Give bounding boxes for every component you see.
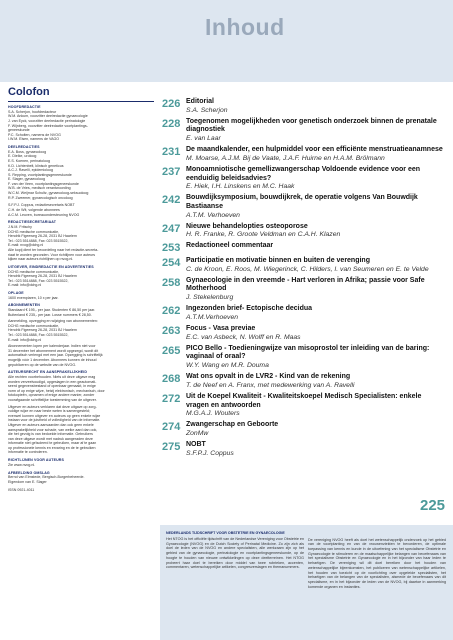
toc-authors: E.C. van Asbeck, N. Wolff en R. Maas: [186, 333, 301, 341]
colofon-line: E. Dielke, uroloog: [8, 154, 37, 159]
colofon-section-heading: RICHTLIJNEN VOOR AUTEURS: [8, 458, 64, 463]
colofon-line: C.H. de Wit, volgende abonnees: [8, 208, 60, 213]
toc-page-number: 228: [162, 117, 181, 130]
toc-title: Monoamniotische gemellizwangerschap Voldoende evidence voor een eenduidig beleidsadvies?: [186, 165, 421, 182]
toc-authors: ZonMw: [186, 429, 209, 437]
toc-entry-body: [186, 242, 446, 251]
toc-page-number: 263: [162, 325, 181, 337]
colofon-line: DCHG medische communicatie,: [8, 229, 60, 234]
colofon-line: instaan voor de juistheid of volledigheid van de informatie.: [8, 418, 101, 423]
toc-page-number: 258: [162, 276, 181, 289]
toc-entry: [162, 421, 446, 438]
toc-title: Nieuwe behandelopties osteoporose: [186, 222, 308, 230]
colofon-line: automatisch verlengd met een jaar. Opzegging is schriftelijk: [8, 353, 103, 358]
colofon-line: W.C.M. Weijmar Schultz, gynaecoloog-seksuoloog: [8, 191, 89, 196]
toc-authors: J. Stekelenburg: [186, 294, 234, 302]
colofon-section-heading: AFBEELDING OMSLAG: [8, 470, 50, 475]
toc-title: Toegenomen mogelijkheden voor genetisch onderzoek binnen de prenatale diagnostiek: [186, 117, 437, 134]
toc-title: Ingezonden brief- Ectopische decidua: [186, 305, 313, 313]
colofon-section-heading: AUTEURSRECHT EN AANSPRAKELIJKHEID: [8, 370, 88, 375]
page-number: 225: [420, 497, 446, 514]
colofon-line: E-mail: info@dchg.nl: [8, 337, 42, 342]
colofon-section-heading: OPLAGE: [8, 291, 24, 296]
colofon-section-heading: DEELREDACTIES: [8, 145, 40, 150]
toc-title: Redactioneel commentaar: [186, 242, 274, 250]
colofon-line: seerd gegevensbestand of openbaar gemaakt, in enige: [8, 384, 96, 389]
colofon-line: S. Repping, voortplantingsgeneeskunde: [8, 172, 72, 177]
colofon-line: vorm of op enige wijze, hetzij elektronisch, mechanisch, door: [8, 388, 105, 393]
toc-title: Gynaecologie in den vreemde - Hart verloren in Afrika; passie voor Safe Motherhood: [186, 276, 425, 293]
colofon-line: aansprakelijkheid voor schade, van welke aard dan ook,: [8, 427, 98, 432]
colofon-line: Tel.: 023 5514888, Fax: 023 5515522,: [8, 333, 69, 338]
colofon-line: Aanmelding, opzegging en wijziging van abonnementen:: [8, 319, 98, 324]
toc-authors: A.T.M.Verhoeven: [186, 313, 239, 321]
toc-page-number: 237: [162, 165, 181, 178]
colofon-line: E.A. Boss, gynaecoloog: [8, 149, 47, 154]
toc-authors: T. de Neef en A. Franx, met medewerking van A. Ravelli: [186, 381, 355, 389]
colofon-section-heading: HOOFDREDACTIE: [8, 105, 41, 110]
toc-page-number: 231: [162, 146, 181, 159]
toc-page-number: 274: [162, 421, 181, 434]
colofon-line: Uitgever en auteurs verklaren dat deze uitgave op zorg-: [8, 404, 97, 409]
colofon-section-heading: REDACTIESECRETARIAAT: [8, 220, 56, 225]
toc-entry: [162, 277, 446, 303]
colofon-line: die het gevolg is van bedoelde informatie. Gebruikers: [8, 432, 93, 437]
colofon-line: Zie www.nvog.nl.: [8, 462, 36, 467]
colofon-line: Eigendom van E. Slager: [8, 479, 47, 484]
colofon-line: informatie niet geïsoleerd te gebruiken, maar af te gaan: [8, 441, 97, 446]
colofon-line: DCHG medische communicatie,: [8, 323, 60, 328]
colofon-line: F. van der Veen, voortplantingsgeneeskunde: [8, 181, 79, 186]
colofon-line: op professionele kennis en ervaring en de te gebruiken: [8, 445, 96, 450]
toc-page-number: 268: [162, 373, 181, 386]
header-band: [0, 0, 453, 82]
toc-authors: M.G.A.J. Wouters: [186, 410, 240, 418]
toc-entry-body: [186, 345, 446, 371]
bottom-left-column: [166, 531, 304, 570]
bottom-right-column: [308, 531, 446, 589]
colofon-line: J. van Eyck, voorzitter deelredactie perinatologie: [8, 118, 86, 123]
colofon-line: R.P. Zweemer, gynaecologisch oncoloog: [8, 195, 73, 200]
colofon-line: 1600 exemplaren, 10 x per jaar.: [8, 295, 59, 300]
toc-authors: M. Moarse, A.J.M. Bij de Vaate, J.A.F. Huirne en H.A.M. Brölmann: [186, 154, 385, 162]
toc-page-number: 253: [162, 242, 181, 255]
toc-entry-body: [186, 393, 446, 419]
colofon-line: W.B. de Vries, medisch verantwoording: [8, 186, 71, 191]
toc-entry: [162, 325, 446, 342]
toc-entry-body: [186, 257, 446, 274]
colofon-section-heading: ABONNEMENTEN: [8, 303, 40, 308]
colofon-line: F. Wijnberg, voorzitter deelredactie voortplantings-: [8, 123, 88, 128]
colofon-line: mogelijk vóór 1 december. Abonnees kunnen de inhoud: [8, 358, 97, 362]
colofon-line: voorafgaande schriftelijke toestemming van de uitgever.: [8, 397, 97, 402]
colofon-divider: [8, 101, 154, 102]
colofon-line: gepubliceren op de website van de NVOG.: [8, 362, 77, 367]
colofon-line: worden verveelvoudigd, opgeslagen in een geautomati-: [8, 379, 97, 384]
colofon-sections: [8, 105, 154, 492]
colofon-line: Uitgever en auteurs aanvaarden dan ook geen enkele: [8, 422, 94, 427]
toc-entry: [162, 441, 446, 458]
toc-entry-body: [186, 118, 446, 144]
toc-entry: [162, 223, 446, 240]
toc-entry: [162, 194, 446, 220]
colofon-line: A.C.M. Leuven, bureauondersteuning NVOG: [8, 212, 80, 217]
toc-entry-body: [186, 373, 446, 390]
colofon-line: E. Slager, gynaecoloog: [8, 177, 45, 182]
colofon-section-heading: UITGEVER, EINDREDACTIE EN ADVERTENTIES: [8, 264, 94, 269]
colofon-line: I.W.M. Elsen, namens de VAGO: [8, 137, 60, 142]
toc-entry: [162, 98, 446, 115]
colofon-line: evenwel kunnen uitgever en auteurs op geen enkele wijze: [8, 413, 101, 418]
toc-authors: S.A. Scherjon: [186, 106, 228, 114]
colofon-column: [8, 86, 154, 634]
colofon-line: Bernd van Elmstede, Bergisch-Burgerbeheerde.: [8, 475, 85, 480]
colofon-line: W.M. Ankum, voorzitter deelredactie gynaecologie: [8, 114, 88, 119]
toc-entry-body: [186, 305, 446, 322]
toc-entry: [162, 345, 446, 371]
toc-title: Zwangerschap en Geboorte: [186, 421, 279, 429]
colofon-line: kijken naar auteurs richtlijnen op nvog.nl.: [8, 257, 74, 262]
colofon-line: riaat te worden gezonden. Voor richtlijnen voor auteurs: [8, 252, 96, 257]
toc-authors: E. van Laar: [186, 134, 221, 142]
colofon-line: A.C.J. Ravelli, epidemioloog: [8, 168, 53, 173]
colofon-line: van deze uitgave wordt met nadruk aangeraden deze: [8, 436, 93, 441]
colofon-line: Tel.: 023 5514888, Fax: 023 5515522,: [8, 238, 69, 243]
colofon-line: E-mail: info@dchg.nl: [8, 283, 42, 288]
colofon-line: Tel.: 023 5514888, Fax: 023 5515522,: [8, 278, 69, 283]
colofon-line: Hendrik Figeeweg 26-28, 2031 BJ Haarlem: [8, 234, 77, 239]
colofon-line: fotokopieën, opnamen of enige andere manier, zonder: [8, 393, 95, 398]
colofon-line: 31 december het abonnement wordt opgezegd, wordt dit: [8, 348, 99, 353]
toc-entry-body: [186, 421, 446, 438]
colofon-line: Hendrik Figeeweg 26-28, 2031 BJ Haarlem: [8, 328, 77, 333]
toc-authors: A.T.M. Verhoeven: [186, 211, 240, 219]
toc-entry: [162, 146, 446, 163]
toc-page-number: 275: [162, 441, 181, 454]
toc-entry: [162, 257, 446, 274]
colofon-line: Abonnementen lopen per kalenderjaar. Indien niet voor: [8, 344, 96, 349]
toc-entry-body: [186, 441, 446, 458]
table-of-contents: [162, 98, 446, 461]
colofon-line: Alle kopij dient ter beoordeling naar het redactie-secreta-: [8, 247, 99, 252]
toc-page-number: 226: [162, 98, 181, 110]
toc-title: Focus - Vasa previae: [186, 325, 256, 332]
toc-entry: [162, 305, 446, 322]
colofon-line: Standaard € 195,- per jaar. Studenten € 86,50 per jaar.: [8, 308, 96, 313]
toc-page-number: 242: [162, 194, 181, 207]
toc-authors: C. de Kroon, E. Roos, M. Wiegerinck, C. Hilders, I. van Seumeren en E. te Velde: [186, 265, 429, 273]
toc-title: De maandkalender, een hulpmiddel voor een efficiënte menstruatieanamnese: [186, 146, 443, 154]
toc-authors: E. Hiek, I.H. Linskens en M.C. Haak: [186, 183, 295, 191]
colofon-line: geneeskunde: [8, 128, 30, 133]
toc-page-number: 247: [162, 222, 181, 235]
colofon-line: Buitenland € 235,- per jaar. Losse nummers € 28,50.: [8, 312, 92, 317]
page-title: Inhoud: [205, 14, 285, 40]
colofon-line: ISSN 0921-4011: [8, 487, 35, 492]
colofon-title: Colofon: [8, 86, 50, 98]
toc-entry: [162, 373, 446, 390]
toc-entry-body: [186, 146, 446, 163]
bottom-heading: NEDERLANDS TIJDSCHRIFT VOOR OBSTETRIE EN GYNAECOLOGIE: [166, 531, 285, 535]
colofon-line: J.N.M. Fritschy: [8, 225, 32, 229]
toc-page-number: 272: [162, 392, 181, 405]
colofon-line: P.C. Scholten, namens de NVOG: [8, 132, 61, 137]
colofon-line: S.A. Scherjon, hoofdredacteur: [8, 109, 57, 114]
colofon-line: DCHG medische communicatie,: [8, 269, 60, 274]
toc-title: Wat ons opvalt in de LVR2 - Kind van de rekening: [186, 373, 351, 381]
toc-authors: S.F.P.J. Coppus: [186, 449, 234, 457]
toc-title: NOBT: [186, 441, 206, 449]
bottom-right-text: De vereniging NVOG heeft als doel het wetenschappelijk onderzoek op het gebied van de voortplanting en van de vrouwenziekten te bevorderen, de optimale toepassing van kennis en kunde in de uitoefening van het specialisme Obstetrie en Gynaecologie te stimuleren en de maatschappelijke belangen van beoefenaars van het specialisme Obstetrie en Gynaecologie en in het bijzonder van haar leden te behartigen. De vereniging wil dit doel bereiken door het houden van wetenschappelijke bijeenkomsten, het publiceren van wetenschappelijke artikelen, het houden van toezicht op de voorlichting over opgeleide specialisten, het behartigen van de belangen van de specialisten, alsmede de beoefenaars van dit specialisme, en in het bijzonder de leden van de NVOG, bij daartoe in aanmerking komende organen en instanties.: [308, 537, 446, 589]
colofon-line: vuldige wijze en naar beste weten is samengesteld;: [8, 409, 90, 414]
colofon-line: E-mail: nvog@dchg.nl: [8, 243, 44, 248]
bottom-left-text: Het NTOG is het officiële tijdschrift van de Nederlandse Vereniging voor Obstetrie en Gynaecologie (NVOG) en de Dutch Society of Perinatal Medicine. Zo zijn zich als doel de leden van de NVOG en andere specialisten, alle werkzaam zijn op het gebied van de gynaecologie, perinatologie en voortplantingsgeneeskunde, op de hoogte te houden van nieuwe ontwikkelingen op deze deelterreinen. Het NTOG probeert haar doel te bereiken door middel van twee rubrieken, accenten, commentaren, wetenschappelijke artikelen, congresverslagen en themanummers.: [166, 537, 305, 570]
toc-title: Bouwdijksymposium, bouwdijkrek, de operatie volgens Van Bouwdijk Bastiaanse: [186, 194, 418, 210]
toc-title: Participatie en motivatie binnen en buiten de verenging: [186, 257, 370, 265]
colofon-line: S.F.P.J. Coppus, redactiesecretaris NOBT: [8, 203, 75, 208]
colofon-line: Hendrik Figeeweg 26-28, 2031 BJ Haarlem: [8, 274, 77, 279]
toc-entry-body: [186, 223, 446, 240]
toc-authors: W.Y. Wang en M.R. Douma: [186, 361, 269, 369]
toc-entry-body: [186, 325, 446, 342]
toc-entry-body: [186, 166, 446, 192]
colofon-line: K.D. Lichtenbelt, klinisch geneticus: [8, 163, 64, 168]
toc-authors: H. R. Franke, R. Groote Veldman en C.A.H. Klazen: [186, 231, 341, 239]
toc-entry-body: [186, 194, 446, 220]
toc-entry: [162, 242, 446, 254]
colofon-line: informatie te controleren.: [8, 450, 48, 455]
toc-title: PICO Bello - Toedieningwijze van misoprostol ter inleiding van de baring: vaginaal of oraal?: [186, 344, 430, 361]
colofon-line: Alle rechten voorbehouden. Niets uit deze uitgave mag: [8, 374, 96, 379]
toc-entry: [162, 118, 446, 144]
toc-page-number: 254: [162, 257, 181, 270]
colofon-line: E.S. Koenen, perinatoloog: [8, 158, 50, 163]
toc-page-number: 262: [162, 305, 181, 318]
toc-page-number: 265: [162, 344, 181, 357]
toc-entry: [162, 393, 446, 419]
toc-entry: [162, 166, 446, 192]
toc-entry-body: [186, 277, 446, 303]
toc-entry-body: [186, 98, 446, 115]
toc-title: Editorial: [186, 98, 215, 105]
toc-title: Uit de Koepel Kwaliteit - Kwaliteitskoepel Medisch Specialisten: enkele vragen en antwoorden: [186, 392, 422, 409]
